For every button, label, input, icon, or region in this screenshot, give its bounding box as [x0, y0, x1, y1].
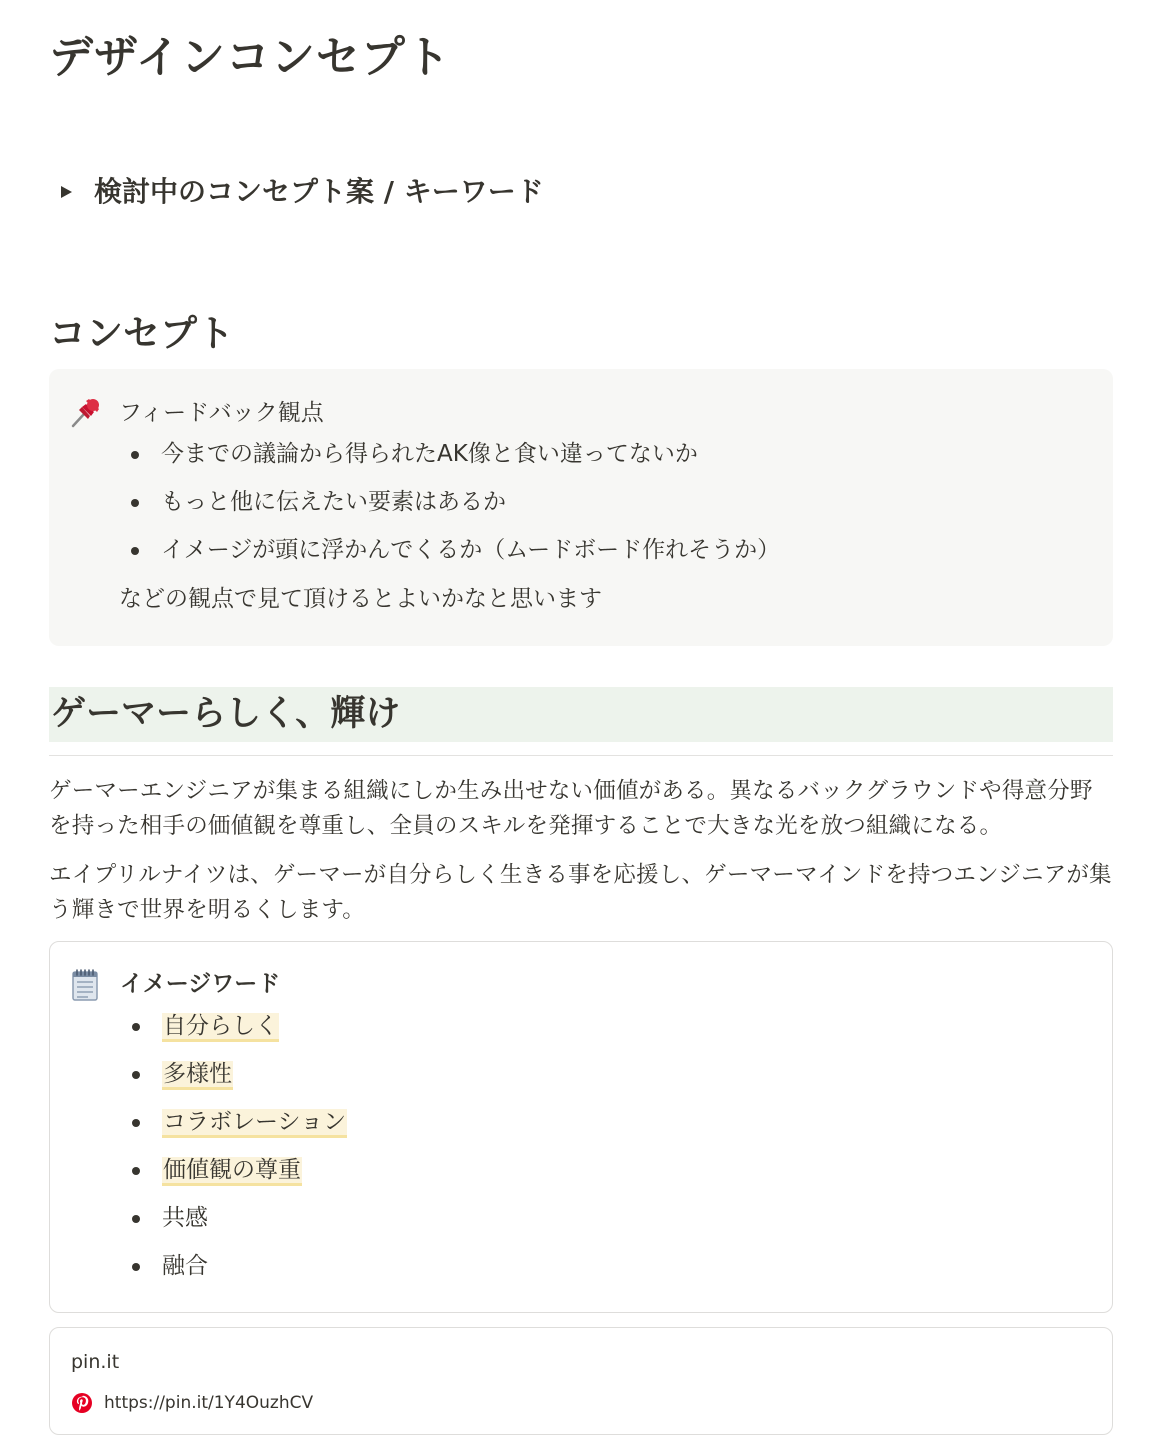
pinterest-icon: [72, 1393, 92, 1413]
list-item: [132, 1250, 347, 1298]
feedback-callout: [49, 369, 1113, 646]
list-item: [132, 1058, 347, 1106]
keyword-callout: [49, 941, 1113, 1313]
keyword-list: [132, 1010, 347, 1298]
list-item: イメージが頭に浮かんでくるか（ムードボード作れそうか）: [131, 534, 780, 582]
keyword-title: イメージワード: [120, 971, 281, 997]
toggle-arrow-icon[interactable]: [61, 186, 72, 198]
list-item: [132, 1154, 347, 1202]
pushpin-icon: [69, 395, 103, 429]
highlighted-keyword: 価値観の尊重: [162, 1157, 302, 1186]
page-title: デザインコンセプト: [49, 32, 451, 83]
concept-heading: コンセプト: [49, 312, 234, 355]
highlighted-keyword: 多様性: [162, 1061, 233, 1090]
list-item: [132, 1202, 347, 1250]
feedback-title: フィードバック観点: [119, 400, 324, 426]
toggle-label: 検討中のコンセプト案 / キーワード: [94, 175, 544, 208]
list-item: 今までの議論から得られたAK像と食い違ってないか: [131, 438, 780, 486]
notepad-icon: [70, 968, 100, 1002]
keyword: 融合: [162, 1253, 208, 1279]
highlighted-keyword: コラボレーション: [162, 1109, 347, 1138]
feedback-list: [131, 438, 780, 582]
list-item: [132, 1106, 347, 1154]
toggle-block-concept-drafts[interactable]: [61, 170, 544, 214]
bookmark-link-card[interactable]: [49, 1327, 1113, 1435]
bookmark-url[interactable]: https://pin.it/1Y4OuzhCV: [104, 1393, 314, 1413]
list-item: [132, 1010, 347, 1058]
bookmark-title: pin.it: [71, 1351, 120, 1373]
highlighted-keyword: 自分らしく: [162, 1013, 279, 1042]
list-item: もっと他に伝えたい要素はあるか: [131, 486, 780, 534]
bookmark-url-row: [72, 1391, 313, 1415]
divider: [49, 755, 1113, 756]
keyword: 共感: [162, 1205, 208, 1231]
slogan-paragraph: エイプリルナイツは、ゲーマーが自分らしく生きる事を応援し、ゲーマーマインドを持つエンジニアが集う輝きで世界を明るくします。: [49, 862, 1112, 923]
feedback-note: などの観点で見て頂けるとよいかなと思います: [119, 586, 602, 612]
slogan-paragraph: ゲーマーエンジニアが集まる組織にしか生み出せない価値がある。異なるバックグラウンドや得意分野を持った相手の価値観を尊重し、全員のスキルを発揮することで大きな光を放つ組織になる。: [49, 778, 1093, 839]
slogan-heading: ゲーマーらしく、輝け: [49, 687, 1113, 742]
